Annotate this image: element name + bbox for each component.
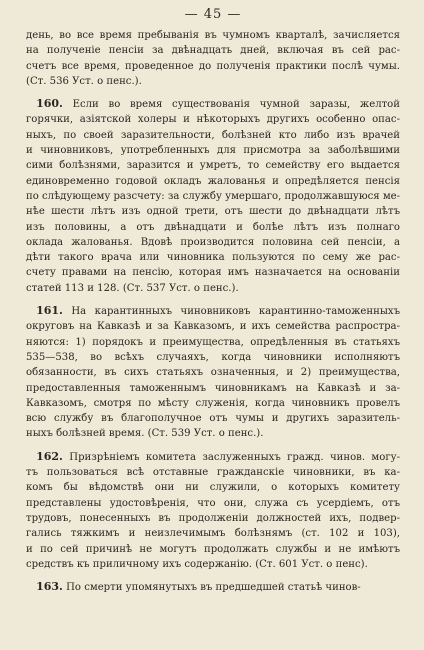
article-160 bbox=[26, 96, 400, 296]
text-line: предоставленныя таможеннымъ чиновникамъ на Кавказѣ и за- bbox=[26, 382, 400, 394]
text-line: комъ бы вѣдомствѣ они ни служили, о которыхъ комитету bbox=[26, 482, 400, 494]
article-162 bbox=[26, 449, 400, 572]
text-line: представлены удостовѣренія, что они, служа съ усердіемъ, отъ bbox=[26, 497, 400, 509]
text-line: (Ст. 536 Уст. о пенс.). bbox=[26, 75, 142, 87]
text-line: изъ половины, а отъ двѣнадцати и болѣе лѣтъ изъ полнаго bbox=[26, 221, 400, 233]
text-line: округовъ на Кавказѣ и за Кавказомъ, и ихъ семейства распростра- bbox=[26, 321, 400, 333]
text-line: нѣе шести лѣтъ изъ одной трети, отъ шести до двѣнадцати лѣтъ bbox=[26, 206, 400, 218]
article-161 bbox=[26, 303, 400, 442]
text-line: единовременно годовой окладъ жалованья и опредѣляется пенсія bbox=[26, 175, 400, 187]
text-line: дѣти такого врача или чиновника пользуются по сему же рас- bbox=[26, 252, 400, 264]
text-line-content: По смерти упомянутыхъ въ предшедшей статьѣ чинов- bbox=[66, 582, 361, 594]
text-line bbox=[26, 303, 400, 319]
text-line: обязанности, въ сихъ статьяхъ означенныя, и 2) преимущества, bbox=[26, 367, 400, 379]
text-line: день, во все время пребыванія въ чумномъ кварталѣ, зачисляется bbox=[26, 30, 400, 41]
text-line: сими болѣзнями, заразится и умретъ, то семейству его выдается bbox=[26, 160, 400, 172]
text-line-content: Призрѣніемъ комитета заслуженныхъ гражд. чинов. могу- bbox=[69, 451, 400, 463]
text-line: всю службу въ благополучное отъ чумы и другихъ заразитель- bbox=[26, 413, 400, 425]
text-line: и чиновниковъ, употребленныхъ для присмотра за заболѣвшими bbox=[26, 145, 400, 157]
text-line: счетъ все время, проведенное до полученія практики послѣ чумы. bbox=[26, 60, 400, 72]
text-line: 535—538, во всѣхъ случаяхъ, когда чиновники исполняютъ bbox=[26, 351, 400, 363]
article-163 bbox=[26, 579, 400, 595]
article-number: 160. bbox=[36, 97, 63, 111]
article-number: 163. bbox=[36, 580, 63, 594]
text-line: ныхъ, по своей заразительности, болѣзней кто либо изъ врачей bbox=[26, 129, 400, 141]
text-line: счету правами на пенсію, которая имъ назначается на основаніи bbox=[26, 267, 400, 279]
text-line bbox=[26, 449, 400, 465]
text-line: на полученіе пенсіи за двѣнадцать дней, включая въ сей рас- bbox=[26, 45, 400, 57]
text-line: Кавказомъ, смотря по мѣсту служенія, когда чиновникъ провелъ bbox=[26, 397, 400, 409]
text-line: статей 113 и 128. (Ст. 537 Уст. о пенс.). bbox=[26, 282, 239, 294]
text-line: оклада жалованья. Вдовѣ производится половина сей пенсіи, а bbox=[26, 236, 400, 248]
article-number: 162. bbox=[36, 449, 63, 463]
paragraph-continued bbox=[26, 28, 400, 89]
text-line: няются: 1) порядокъ и преимущества, опредѣленныя въ статьяхъ bbox=[26, 336, 400, 348]
article-number: 161. bbox=[36, 304, 63, 318]
text-line: трудовъ, понесенныхъ въ продолженіи должностей ихъ, подвер- bbox=[26, 512, 400, 524]
text-line: ныхъ болѣзней время. (Ст. 539 Уст. о пенс.). bbox=[26, 428, 264, 440]
text-line: и по сей причинѣ не могутъ продолжать службы и не имѣютъ bbox=[26, 543, 400, 555]
text-line-content: Если во время существованія чумной заразы, желтой bbox=[72, 99, 400, 111]
text-line: средствъ къ приличному ихъ содержанію. (Ст. 601 Уст. о пенс). bbox=[26, 558, 368, 570]
page-number: — 45 — bbox=[184, 7, 242, 22]
text-line: гались тяжкимъ и неизлечимымъ болѣзнямъ (ст. 102 и 103), bbox=[26, 528, 400, 540]
text-line bbox=[26, 96, 400, 112]
text-line: по слѣдующему разсчету: за службу умершаго, продолжавшуюся ме- bbox=[26, 190, 400, 202]
text-line: тъ пользоваться всѣ отставные гражданскіе чиновники, въ ка- bbox=[26, 467, 400, 479]
text-line: горячки, азіятской холеры и нѣкоторыхъ другихъ особенно опас- bbox=[26, 114, 400, 126]
text-line bbox=[26, 579, 400, 595]
text-line-content: На карантинныхъ чиновниковъ карантинно-таможенныхъ bbox=[71, 306, 400, 318]
